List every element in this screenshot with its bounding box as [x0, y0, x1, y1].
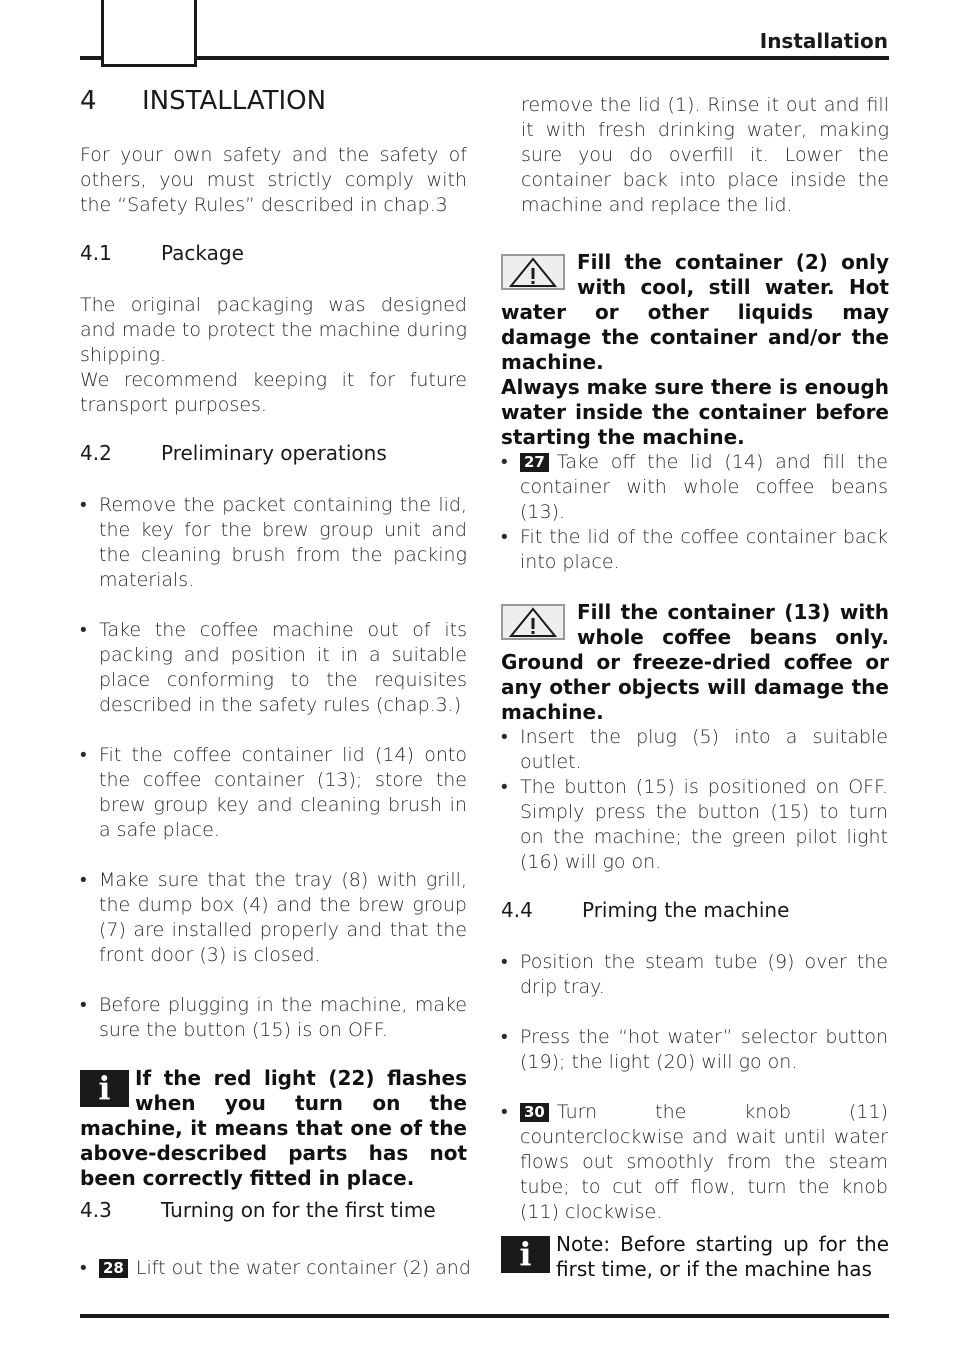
list-item: • 28 Lift out the water container (2) and	[80, 1256, 467, 1281]
section-4-2-heading: 4.2 Preliminary operations	[80, 441, 387, 465]
page-tab	[101, 0, 197, 67]
list-item: • Before plugging in the machine, make sure the button (15) is on OFF.	[80, 993, 467, 1043]
list-item: • 30 Turn the knob (11) counterclockwise and wait until water flows out smoothly from the steam tube; to cut off flow, turn the knob (11) clockwise.	[501, 1100, 888, 1225]
package-text: The original packaging was designed and made to protect the machine during shipping. We recommend keeping it for future transport purposes.	[80, 294, 467, 416]
note-callout: i Note: Before starting up for the first time, or if the machine has	[501, 1232, 889, 1282]
figure-ref-27: 27	[520, 453, 549, 472]
section-4-1-heading: 4.1 Package	[80, 241, 244, 265]
list-item: • Press the “hot water” selector button (19); the light (20) will go on.	[501, 1025, 888, 1075]
figure-ref-28: 28	[99, 1259, 128, 1278]
warning-icon	[501, 254, 565, 290]
list-item: • 27 Take off the lid (14) and fill the container with whole coffee beans (13).	[501, 450, 888, 525]
header-rule-left	[80, 56, 101, 60]
list-item: • The button (15) is positioned on OFF. Simply press the button (15) to turn on the machine; the green pilot light (16) will go on.	[501, 775, 888, 875]
intro-text: For your own safety and the safety of others, you must strictly comply with the “Safety Rules” described in chap.3	[80, 144, 467, 216]
warning-icon	[501, 604, 565, 640]
list-item: • Insert the plug (5) into a suitable outlet.	[501, 725, 888, 775]
list-item: • Fit the coffee container lid (14) onto the coffee container (13); store the brew group key and cleaning brush in a safe place.	[80, 743, 467, 843]
figure-ref-30: 30	[520, 1103, 549, 1122]
list-item: • Fit the lid of the coffee container back into place.	[501, 525, 888, 575]
continued-text: remove the lid (1). Rinse it out and fill it with fresh drinking water, making sure you do overfill it. Lower the container back into place inside the machine and replace the lid.	[521, 94, 889, 216]
header-rule	[197, 56, 889, 60]
list-item: • Position the steam tube (9) over the drip tray.	[501, 950, 888, 1000]
header-title: Installation	[759, 29, 888, 53]
section-4-4-heading: 4.4 Priming the machine	[501, 898, 790, 922]
list-item: • Take the coffee machine out of its packing and position it in a suitable place conforming to the requisites described in the safety rules (chap.3.)	[80, 618, 467, 718]
info-icon: i	[501, 1236, 550, 1273]
info-callout: i If the red light (22) flashes when you turn on the machine, it means that one of the above-described parts has not been correctly fitted in place.	[80, 1066, 467, 1190]
warning-callout-water: Fill the container (2) only with cool, still water. Hot water or other liquids may damage the container and/or the machine. Always make sure there is enough water inside the container before starting the machine.	[501, 250, 889, 449]
section-4-heading: 4 INSTALLATION	[80, 86, 327, 116]
info-icon: i	[80, 1070, 129, 1107]
list-item: • Remove the packet containing the lid, the key for the brew group unit and the cleaning brush from the packing materials.	[80, 493, 467, 593]
list-item: • Make sure that the tray (8) with grill, the dump box (4) and the brew group (7) are installed properly and that the front door (3) is closed.	[80, 868, 467, 968]
warning-callout-beans: Fill the container (13) with whole coffee beans only. Ground or freeze-dried coffee or any other objects will damage the machine.	[501, 600, 889, 724]
footer-rule	[80, 1314, 889, 1318]
section-4-3-heading: 4.3 Turning on for the first time	[80, 1198, 436, 1222]
